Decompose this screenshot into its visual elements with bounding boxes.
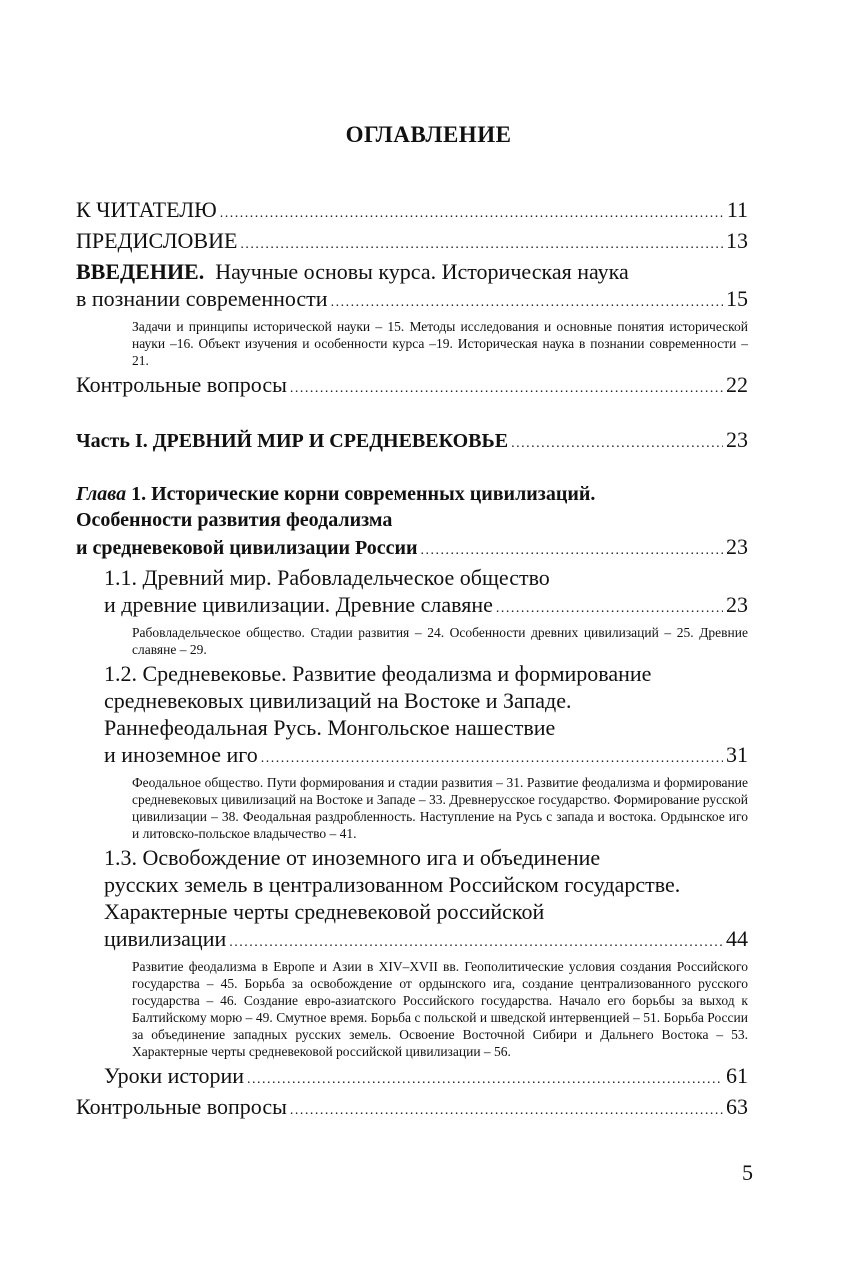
toc-entry-chapter1[interactable] (76, 533, 748, 564)
dot-leader (290, 371, 723, 402)
toc-entry-reader[interactable] (76, 196, 748, 227)
chapter1-title-line2[interactable]: Особенности развития феодализма (76, 509, 393, 531)
dot-leader (421, 533, 723, 564)
toc-entry-control-questions-2[interactable] (76, 1093, 748, 1124)
table-of-contents (76, 196, 748, 1124)
dot-leader (220, 196, 724, 227)
toc-entry-label: Уроки истории (104, 1063, 245, 1088)
section-1-2-subtopics: Феодальное общество. Пути формирования и стадии развития – 31. Развитие феодализма и формирование средневековых цивилизаций на Востоке и Западе – 33. Древнерусское государство. Формирование русской цивилизации – 38. Феодальная раздробленность. Наступление на Русь с запада и востока. Ордынское иго и литовско-польское владычество – 41. (132, 775, 748, 841)
toc-entry-section-1-3[interactable] (76, 925, 748, 956)
dot-leader (496, 591, 723, 622)
toc-page-number: 63 (726, 1094, 748, 1119)
toc-entry-intro-line1[interactable] (76, 258, 748, 285)
toc-entry-label: Часть I. ДРЕВНИЙ МИР И СРЕДНЕВЕКОВЬЕ (76, 430, 509, 452)
dot-leader (261, 741, 723, 772)
section-1-2-line3[interactable]: Раннефеодальная Русь. Монгольское нашествие (104, 715, 556, 740)
toc-entry-label: и иноземное иго (104, 742, 258, 767)
toc-page-number: 31 (726, 742, 748, 767)
toc-page-number: 11 (726, 197, 748, 222)
toc-page-number: 13 (726, 228, 748, 253)
toc-entry-label: цивилизации (104, 926, 227, 951)
toc-entry-history-lessons[interactable] (76, 1062, 748, 1093)
intro-subtopics: Задачи и принципы исторической науки – 15. Методы исследования и основные понятия исторической науки –16. Объект изучения и особенности курса –19. Историческая наука в познании современности – 21. (132, 319, 748, 368)
chapter1-title-line1[interactable] (76, 481, 748, 507)
dot-leader (511, 426, 723, 457)
chapter-label: Глава (76, 483, 127, 505)
section-1-3-subtopics: Развитие феодализма в Европе и Азии в XIV–XVII вв. Геополитические условия создания Российского государства – 45. Борьба за освобождение от ордынского ига, создание централизованного русского государства – 46. Создание евро-азиатского Российского государства. Начало его борьбы за выход к Балтийскому морю – 49. Смутное время. Борьба с польской и шведской интервенцией – 51. Борьба России за объединение западных русских земель. Освоение Восточной Сибири и Дальнего Востока – 53. Характерные черты средневековой российской цивилизации – 56. (132, 959, 748, 1059)
toc-entry-label: Контрольные вопросы (76, 1094, 287, 1119)
dot-leader (229, 925, 723, 956)
toc-page-number: 23 (726, 534, 748, 559)
toc-entry-label: и древние цивилизации. Древние славяне (104, 592, 493, 617)
toc-page-number: 22 (726, 372, 748, 397)
chapter1-title-part1: 1. Исторические корни современных цивилизаций. (126, 483, 596, 505)
dot-leader (240, 227, 723, 258)
section-1-2-line2[interactable]: средневековых цивилизаций на Востоке и Западе. (104, 688, 572, 713)
toc-entry-part1[interactable] (76, 426, 748, 457)
page-title: ОГЛАВЛЕНИЕ (345, 122, 512, 147)
toc-entry-label: К ЧИТАТЕЛЮ (76, 197, 217, 222)
toc-page-number: 23 (726, 427, 748, 452)
section-1-3-line2[interactable]: русских земель в централизованном Российском государстве. (104, 872, 681, 897)
section-1-1-line1[interactable]: 1.1. Древний мир. Рабовладельческое общество (104, 565, 550, 590)
dot-leader (331, 285, 723, 316)
intro-title-part1: Научные основы курса. Историческая наука (204, 259, 629, 284)
section-1-1-subtopics: Рабовладельческое общество. Стадии развития – 24. Особенности древних цивилизаций – 25. Древние славяне – 29. (132, 625, 748, 657)
toc-entry-intro[interactable] (76, 285, 748, 316)
dot-leader (290, 1093, 723, 1124)
toc-entry-preface[interactable] (76, 227, 748, 258)
toc-page-number: 61 (726, 1063, 748, 1088)
section-1-3-line1[interactable]: 1.3. Освобождение от иноземного ига и объединение (104, 845, 601, 870)
toc-page-number: 44 (726, 926, 748, 951)
toc-page-number: 15 (726, 286, 748, 311)
intro-bold-label: ВВЕДЕНИЕ. (76, 259, 205, 284)
section-1-2-line1[interactable]: 1.2. Средневековье. Развитие феодализма и формирование (104, 661, 652, 686)
page-number: 5 (742, 1160, 753, 1185)
dot-leader (247, 1062, 723, 1093)
toc-entry-label: в познании современности (76, 286, 328, 311)
toc-entry-label: Контрольные вопросы (76, 372, 287, 397)
toc-entry-label: и средневековой цивилизации России (76, 537, 418, 559)
toc-entry-section-1-2[interactable] (76, 741, 748, 772)
toc-entry-label: ПРЕДИСЛОВИЕ (76, 228, 238, 253)
toc-entry-control-questions-1[interactable] (76, 371, 748, 402)
toc-entry-section-1-1[interactable] (76, 591, 748, 622)
toc-page-number: 23 (726, 592, 748, 617)
section-1-3-line3[interactable]: Характерные черты средневековой российской (104, 899, 545, 924)
